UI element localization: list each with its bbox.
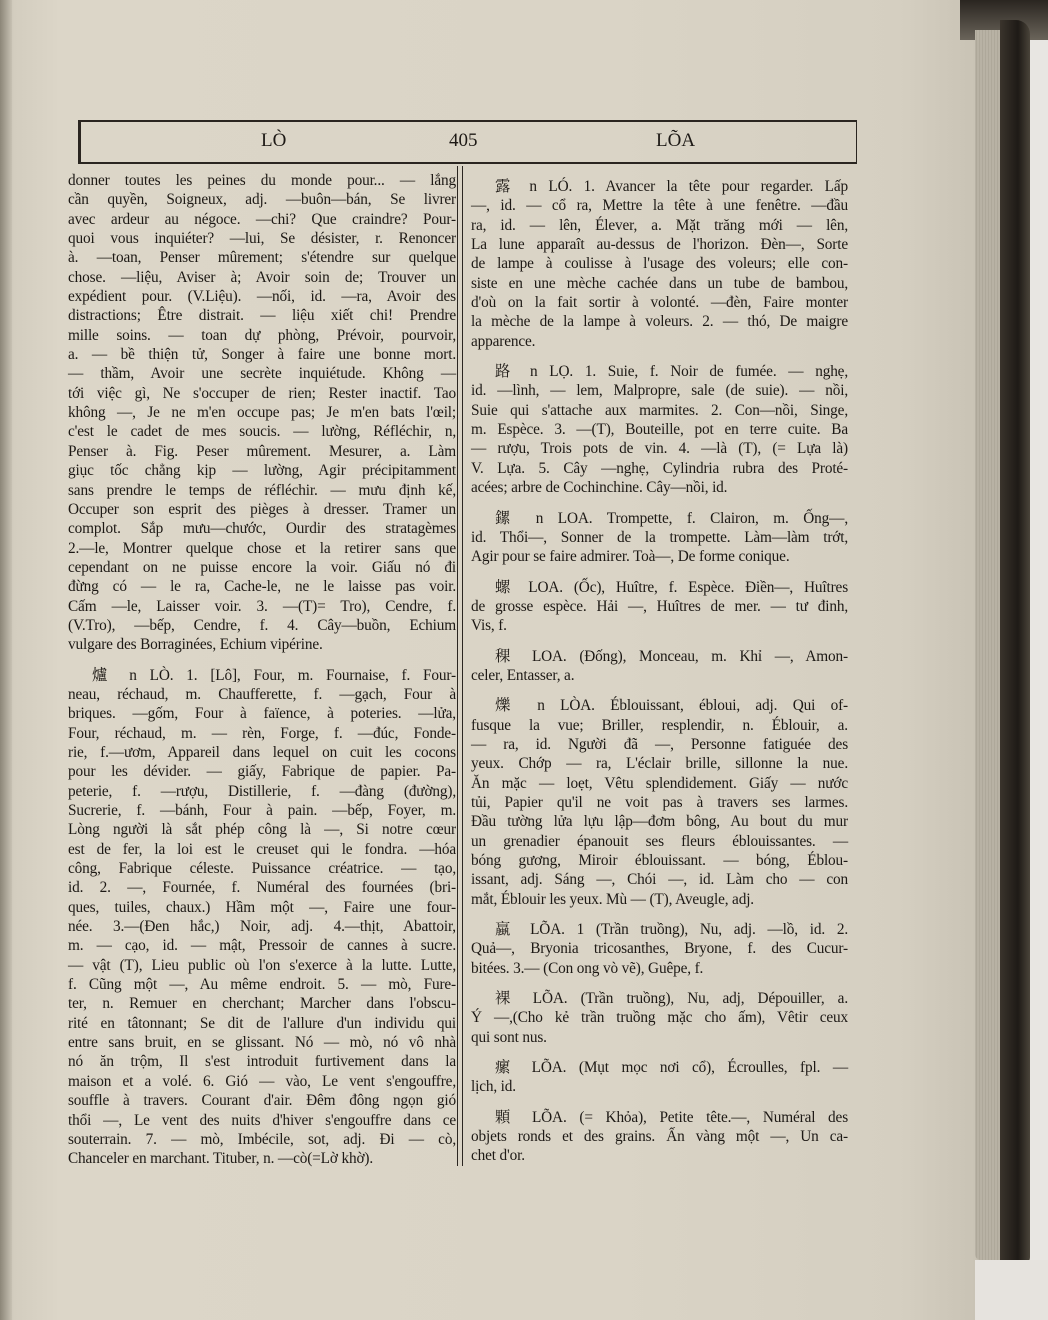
- running-header: [78, 120, 857, 164]
- entry-text-line: de lampe à coulisse à l'usage des voleurs; elle con-: [471, 255, 848, 273]
- entry-text-line: Sucrerie, f. —bánh, Four à pain. —bếp, Foyer, m.: [68, 802, 456, 819]
- dictionary-entry: [471, 989, 848, 1047]
- entry-headword-line: 螺 LOA. (Ốc), Huître, f. Espèce. Điền—, Huîtres: [495, 578, 848, 596]
- entry-headword-line: 裸 LÕA. (Trần truồng), Nu, adj, Dépouiller, a.: [495, 990, 848, 1008]
- entry-text-line: maison et a volé. 6. Gió — vào, Le vent s'engouffre,: [68, 1072, 456, 1090]
- entry-text-line: yeux. Chớp — ra, L'éclair brille, sillonne la nue.: [471, 755, 848, 773]
- left-column: [68, 171, 456, 1180]
- entry-text-line: acées; arbre de Cochinchine. Cây—nồi, id.: [471, 479, 728, 497]
- entry-text-line: apparence.: [471, 332, 536, 350]
- entry-text-line: công, Fabrique céleste. Puissance créatrice. — tạo,: [68, 860, 456, 878]
- entry-text-line: quoi vous inquiéter? —lui, Se désister, r. Renoncer: [68, 230, 456, 248]
- entry-text-line: fusque la vue; Briller, resplendir, n. Éblouir, a.: [471, 716, 848, 734]
- entry-text-line: —, id. — cổ ra, Mettre la tête à une fenêtre. —đầu: [471, 197, 848, 215]
- entry-text-line: complot. Sắp mưu—chước, Ourdir des stratagèmes: [68, 520, 456, 538]
- entry-text-line: Penser à. Fig. Peser mûrement. Mesurer, a. Làm: [68, 442, 456, 460]
- entry-text-line: id. —lình, — lem, Malpropre, sale (de suie). — nồi,: [471, 382, 848, 400]
- entry-text-line: Chanceler en marchant. Tituber, n. —cò(=Lờ khờ).: [68, 1150, 374, 1168]
- entry-text-line: bóng gương, Miroir éblouissant. — bóng, Éblou-: [471, 852, 848, 869]
- entry-text-line: objets ronds et des grains. Ấn vàng một —, Un ca-: [471, 1128, 848, 1146]
- entry-text-line: distractions; Être distrait. — liệu xiết chi! Prendre: [68, 307, 456, 325]
- entry-text-line: id. Thổi—, Sonner de la trompette. Làm—làm trớt,: [471, 528, 848, 546]
- entry-text-line: Occuper son esprit des pièges à dresser. Tramer un: [68, 500, 456, 518]
- entry-text-line: tới việc gì, Ne s'occuper de rien; Rester inactif. Tao: [68, 384, 456, 402]
- entry-text-line: à. —toan, Penser mûrement; s'étendre sur quelque: [68, 249, 456, 267]
- entry-text-line: Lòng người là sắt phép công là —, Si notre cœur: [68, 821, 456, 839]
- entry-text-line: lịch, id.: [471, 1078, 516, 1096]
- entry-text-line: avec ardeur au négoce. —chi? Que craindre? Pour-: [68, 210, 456, 228]
- right-column: [471, 177, 848, 1177]
- entry-text-line: pour les dévider. — giấy, Fabrique de papier. Pa-: [68, 763, 456, 781]
- entry-text-line: tủi, Papier qu'il ne voit pas à travers ses larmes.: [471, 793, 848, 811]
- entry-text-line: c'est le cadet de mes soucis. — lường, Réfléchir, n,: [68, 423, 456, 441]
- entry-text-line: (V.Tro), —bếp, Cendre, f. 4. Cây—buồn, Echium: [68, 616, 456, 634]
- background-corner: [975, 1260, 1048, 1320]
- entry-text-line: issant, adj. Sáng —, Chói —, id. Làm cho — con: [471, 871, 848, 889]
- entry-text-line: celer, Entasser, a.: [471, 666, 575, 684]
- entry-text-line: rité en tâtonnant; Se dit de l'allure d'un individu qui: [68, 1014, 456, 1032]
- dictionary-entry: [471, 1058, 848, 1097]
- entry-text-line: không —, Je ne m'en occupe pas; Je m'en bats l'œil;: [68, 404, 456, 422]
- entry-text-line: un grenadier épanouit ses fleurs éblouissantes. —: [471, 832, 848, 850]
- entry-text-line: Vis, f.: [471, 617, 507, 635]
- entry-text-line: mille soins. — toan dự phòng, Prévoir, pourvoir,: [68, 326, 456, 344]
- entry-headword-line: 爐 n LÒ. 1. [Lô], Four, m. Fournaise, f. Four-: [92, 666, 456, 684]
- dictionary-entry: [471, 578, 848, 636]
- entry-text-line: qui sont nus.: [471, 1028, 547, 1046]
- entry-text-line: giục tốc chẳng kịp — lường, Agir précipitamment: [68, 462, 456, 480]
- entry-text-line: souterrain. 7. — mò, Imbécile, sot, adj. Đi — cò,: [68, 1130, 456, 1148]
- entry-headword-line: 爍 n LÒA. Éblouissant, ébloui, adj. Qui of-: [495, 697, 848, 715]
- entry-text-line: Agir pour se faire admirer. Toà—, De forme conique.: [471, 548, 790, 566]
- entry-text-line: nó ăn trộm, Il s'est introduit furtivement dans la: [68, 1053, 456, 1071]
- previous-page-edge: [0, 0, 12, 1320]
- entry-text-line: siste en une mèche cachée dans un tube de bambou,: [471, 274, 848, 292]
- entry-headword-line: 瘰 LÕA. (Mụt mọc nơi cổ), Écroulles, fpl. —: [495, 1059, 848, 1077]
- entry-text-line: sans prendre le temps de réfléchir. — mưu định kế,: [68, 481, 456, 499]
- background: [1030, 40, 1048, 1320]
- entry-text-line: Suie qui s'attache aux marmites. 2. Con—nồi, Singe,: [471, 401, 848, 419]
- entry-text-line: cần quyền, Soigneux, adj. —buôn—bán, Se livrer: [68, 191, 456, 209]
- entry-text-line: de grosse espèce. Hải —, Huîtres de mer. — tư đinh,: [471, 597, 848, 615]
- dictionary-entry: [471, 920, 848, 978]
- dictionary-entry: [471, 696, 848, 909]
- entry-text-line: Cấm —le, Laisser voir. 3. —(T)= Tro), Cendre, f.: [68, 597, 456, 615]
- entry-text-line: thổi —, Le vent des nuits d'hiver s'engouffre dans ce: [68, 1111, 456, 1129]
- entry-text-line: ra, id. — lên, Élever, a. Mặt trăng mới — lên,: [471, 216, 848, 234]
- entry-text-line: peterie, f. —rượu, Distillerie, f. —đàng (đường),: [68, 782, 456, 800]
- dictionary-entry: [471, 177, 848, 351]
- entry-text-line: bitées. 3.— (Con ong vò vẽ), Guêpe, f.: [471, 959, 704, 977]
- entry-text-line: rie, f.—ươm, Appareil dans lequel on cuit les cocons: [68, 743, 456, 761]
- entry-headword-line: 鏍 n LOA. Trompette, f. Clairon, m. Ống—,: [495, 509, 848, 527]
- entry-text-line: — rượu, Trois pots de vin. 4. —là (T), (= Lựa là): [471, 440, 848, 458]
- entry-text-line: neau, réchaud, m. Chaufferette, f. —gạch, Four à: [68, 685, 456, 703]
- entry-text-line: Four, réchaud, m. — rèn, Forge, f. —đúc, Fonde-: [68, 724, 456, 742]
- dictionary-entry: [471, 509, 848, 567]
- column-divider: [457, 166, 463, 1166]
- entry-text-line: souffle à travers. Courant d'air. Đêm đông ngọn gió: [68, 1092, 456, 1110]
- entry-text-line: la mèche de la lampe à voleurs. 2. — thó, De maigre: [471, 313, 848, 331]
- entry-headword-line: 路 n LỌ. 1. Suie, f. Noir de fumée. — nghẹ,: [495, 363, 848, 381]
- entry-headword-line: 蠃 LÕA. 1 (Trần truồng), Nu, adj. —lồ, id. 2.: [495, 921, 848, 939]
- dictionary-entry: [471, 647, 848, 686]
- dictionary-entry: [471, 1108, 848, 1166]
- entry-text-line: ques, tuiles, chaux.) Hầm một —, Faire une four-: [68, 898, 456, 916]
- page-number: 405: [449, 130, 478, 151]
- entry-text-line: entre sans bruit, en se glissant. Nó — mò, nó vô nhà: [68, 1034, 456, 1052]
- entry-text-line: Đầu tường lửa lựu lập—đơm bông, Au bout du mur: [471, 813, 848, 831]
- entry-text-line: Quả—, Bryonia tricosanthes, Bryone, f. des Cucur-: [471, 940, 848, 958]
- entry-text-line: f. Cũng một —, Au même endroit. 5. — mò, Fure-: [68, 976, 456, 994]
- entry-text-line: Ăn mặc — loẹt, Vêtu splendidement. Giấy — nước: [471, 774, 848, 792]
- dictionary-entry: [471, 362, 848, 497]
- dictionary-entry: [68, 666, 456, 1169]
- entry-text-line: est de fer, la loi est le creuset qui le fondra. —hóa: [68, 840, 456, 858]
- dictionary-entry: [68, 171, 456, 655]
- entry-text-line: briques. —gốm, Four à faïence, à poteries. —lửa,: [68, 705, 456, 723]
- entry-text-line: Ý —,(Cho kẻ trần truồng mặc cho ấm), Vêtir ceux: [471, 1009, 848, 1027]
- entry-text-line: m. Espèce. 3. —(T), Bouteille, pot en terre cuite. Ba: [471, 421, 848, 439]
- entry-text-line: m. — cạo, id. — mật, Pressoir de cannes à sucre.: [68, 937, 456, 955]
- entry-text-line: 2.—le, Montrer quelque chose et la retirer sans que: [68, 539, 456, 557]
- entry-text-line: donner toutes les peines du monde pour... — lắng: [68, 172, 456, 189]
- entry-text-line: a. — bề thiện tử, Songer à faire une bonne mort.: [68, 346, 456, 364]
- entry-text-line: d'où on la fait sortir à volonté. —đèn, Faire monter: [471, 294, 848, 312]
- book-cover: [1000, 20, 1030, 1265]
- entry-text-line: vulgare des Borraginées, Echium vipérine.: [68, 636, 323, 654]
- entry-text-line: La lune apparaît au-dessus de l'horizon. Đèn—, Sorte: [471, 236, 848, 254]
- entry-text-line: đừng có — le ra, Cache-le, ne le laisse pas voir.: [68, 578, 456, 596]
- entry-headword-line: 露 n LÓ. 1. Avancer la tête pour regarder. Lấp: [495, 178, 848, 195]
- entry-text-line: mắt, Éblouir les yeux. Mù — (T), Aveugle, adj.: [471, 890, 754, 908]
- entry-text-line: née. 3.—(Đen hắc,) Noir, adj. 4.—thịt, Abattoir,: [68, 918, 456, 936]
- entry-text-line: cependant on ne puisse encore la voir. Giấu nó đi: [68, 558, 456, 576]
- entry-headword-line: 顆 LÕA. (= Khỏa), Petite tête.—, Numéral des: [495, 1108, 848, 1126]
- entry-text-line: chet d'or.: [471, 1147, 525, 1165]
- entry-text-line: expédient pour. (V.Liệu). —nối, id. —ra, Avoir des: [68, 288, 456, 306]
- entry-text-line: — thầm, Avoir une secrète inquiétude. Không —: [68, 365, 456, 383]
- entry-text-line: — vật (T), Lieu public où l'on s'exerce à la lutte. Lutte,: [68, 956, 456, 974]
- entry-text-line: chose. —liệu, Aviser à; Avoir soin de; Trouver un: [68, 268, 456, 286]
- entry-headword-line: 稞 LOA. (Đống), Monceau, m. Khỉ —, Amon-: [495, 647, 848, 665]
- left-guide-word: LÒ: [261, 130, 287, 151]
- entry-text-line: ter, n. Remuer en cherchant; Marcher dans l'obscu-: [68, 995, 456, 1013]
- right-guide-word: LÕA: [656, 130, 696, 151]
- entry-text-line: — ra, id. Người đã —, Personne fatiguée des: [471, 735, 848, 753]
- entry-text-line: id. 2. —, Fournée, f. Numéral des fournées (bri-: [68, 879, 456, 897]
- entry-text-line: V. Lựa. 5. Cây —nghẹ, Cylindria rubra des Proté-: [471, 459, 848, 477]
